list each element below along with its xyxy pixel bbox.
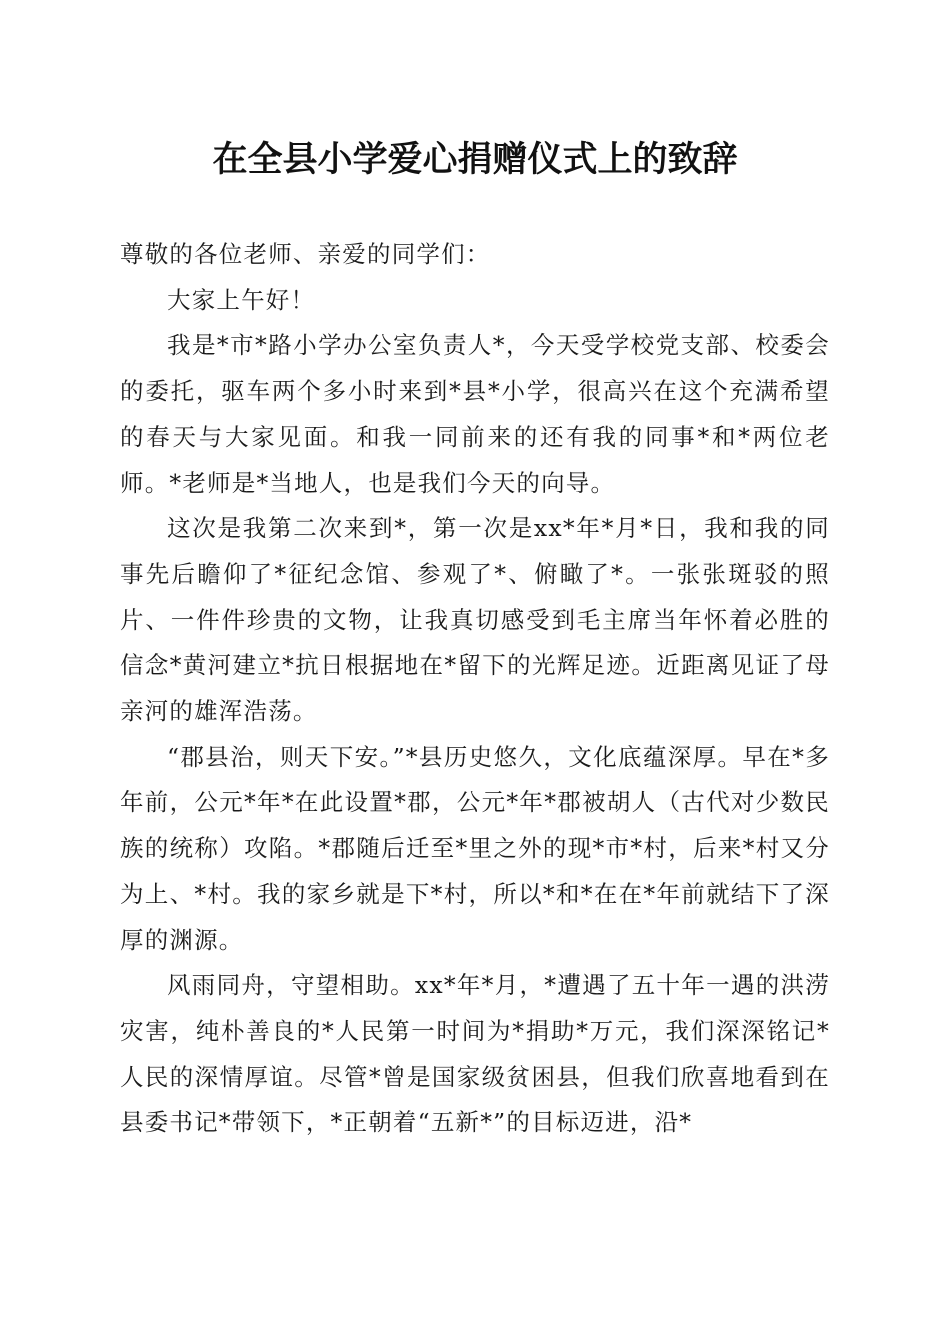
paragraph-history: “郡县治，则天下安。”*县历史悠久，文化底蕴深厚。早在*多年前，公元*年*在此设置*郡，公元*年*郡被胡人（古代对少数民族的统称）攻陷。*郡随后迁至*里之外的现*市*村，后来*村又分为上、*村。我的家乡就是下*村，所以*和*在在*年前就结下了深厚的渊源。	[120, 742, 830, 954]
paragraph-greeting: 大家上午好！	[167, 285, 316, 314]
document-title: 在全县小学爱心捐赠仪式上的致辞	[212, 139, 738, 180]
paragraph-first-visit: 这次是我第二次来到*，第一次是xx*年*月*日，我和我的同事先后瞻仰了*征纪念馆、参观了*、俯瞰了*。一张张斑驳的照片、一件件珍贵的文物，让我真切感受到毛主席当年怀着必胜的信念*黄河建立*抗日根据地在*留下的光辉足迹。近距离见证了母亲河的雄浑浩荡。	[120, 514, 830, 726]
salutation: 尊敬的各位老师、亲爱的同学们：	[120, 240, 491, 268]
paragraph-mutual-aid: 风雨同舟，守望相助。xx*年*月，*遭遇了五十年一遇的洪涝灾害，纯朴善良的*人民第一时间为*捐助*万元，我们深深铭记*人民的深情厚谊。尽管*曾是国家级贫困县，但我们欣喜地看到在县委书记*带领下，*正朝着“五新*”的目标迈进，沿*	[120, 971, 830, 1137]
paragraph-introduction: 我是*市*路小学办公室负责人*，今天受学校党支部、校委会的委托，驱车两个多小时来到*县*小学，很高兴在这个充满希望的春天与大家见面。和我一同前来的还有我的同事*和*两位老师。*老师是*当地人，也是我们今天的向导。	[120, 331, 830, 497]
document-body	[120, 232, 830, 1146]
